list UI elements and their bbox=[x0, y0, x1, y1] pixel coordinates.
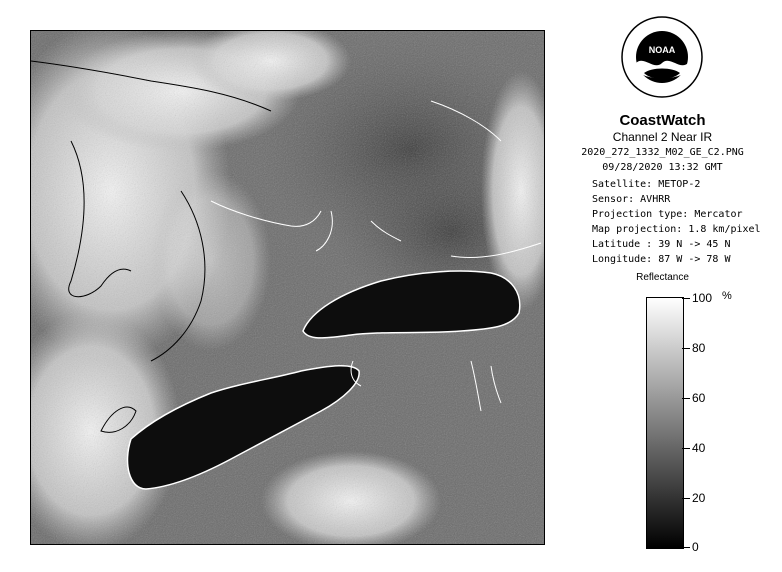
metadata-map-projection: Map projection: 1.8 km/pixel bbox=[592, 224, 761, 235]
metadata-sensor: Sensor: AVHRR bbox=[592, 194, 671, 205]
datetime-label: 09/28/2020 13:32 GMT bbox=[602, 162, 723, 173]
scale-tick bbox=[682, 348, 690, 349]
scale-tick-label-0: 0 bbox=[692, 540, 699, 554]
scale-tick-label-40: 40 bbox=[692, 441, 706, 455]
metadata-projection-type: Projection type: Mercator bbox=[592, 209, 743, 220]
scale-tick-label-100: 100 bbox=[692, 291, 713, 305]
scale-tick bbox=[682, 298, 690, 299]
metadata-satellite: Satellite: METOP-2 bbox=[592, 179, 701, 190]
scale-tick bbox=[682, 398, 690, 399]
scale-title: Reflectance bbox=[636, 272, 689, 283]
scale-tick bbox=[682, 498, 690, 499]
logo-text: NOAA bbox=[648, 45, 676, 55]
satellite-image bbox=[30, 30, 545, 545]
filename-label: 2020_272_1332_M02_GE_C2.PNG bbox=[581, 147, 744, 158]
channel-subtitle: Channel 2 Near IR bbox=[612, 130, 713, 144]
noaa-logo bbox=[620, 15, 705, 110]
metadata-latitude: Latitude : 39 N -> 45 N bbox=[592, 239, 731, 250]
metadata-longitude: Longitude: 87 W -> 78 W bbox=[592, 254, 731, 265]
scale-tick-label-20: 20 bbox=[692, 491, 706, 505]
noaa-seal-icon bbox=[620, 15, 705, 110]
satellite-map bbox=[31, 31, 544, 544]
scale-tick-label-60: 60 bbox=[692, 391, 706, 405]
scale-tick bbox=[682, 448, 690, 449]
brand-title: CoastWatch bbox=[619, 112, 706, 129]
scale-tick-label-80: 80 bbox=[692, 341, 706, 355]
scale-tick bbox=[682, 547, 690, 548]
scale-unit: % bbox=[722, 290, 732, 302]
reflectance-colorbar bbox=[646, 297, 684, 549]
